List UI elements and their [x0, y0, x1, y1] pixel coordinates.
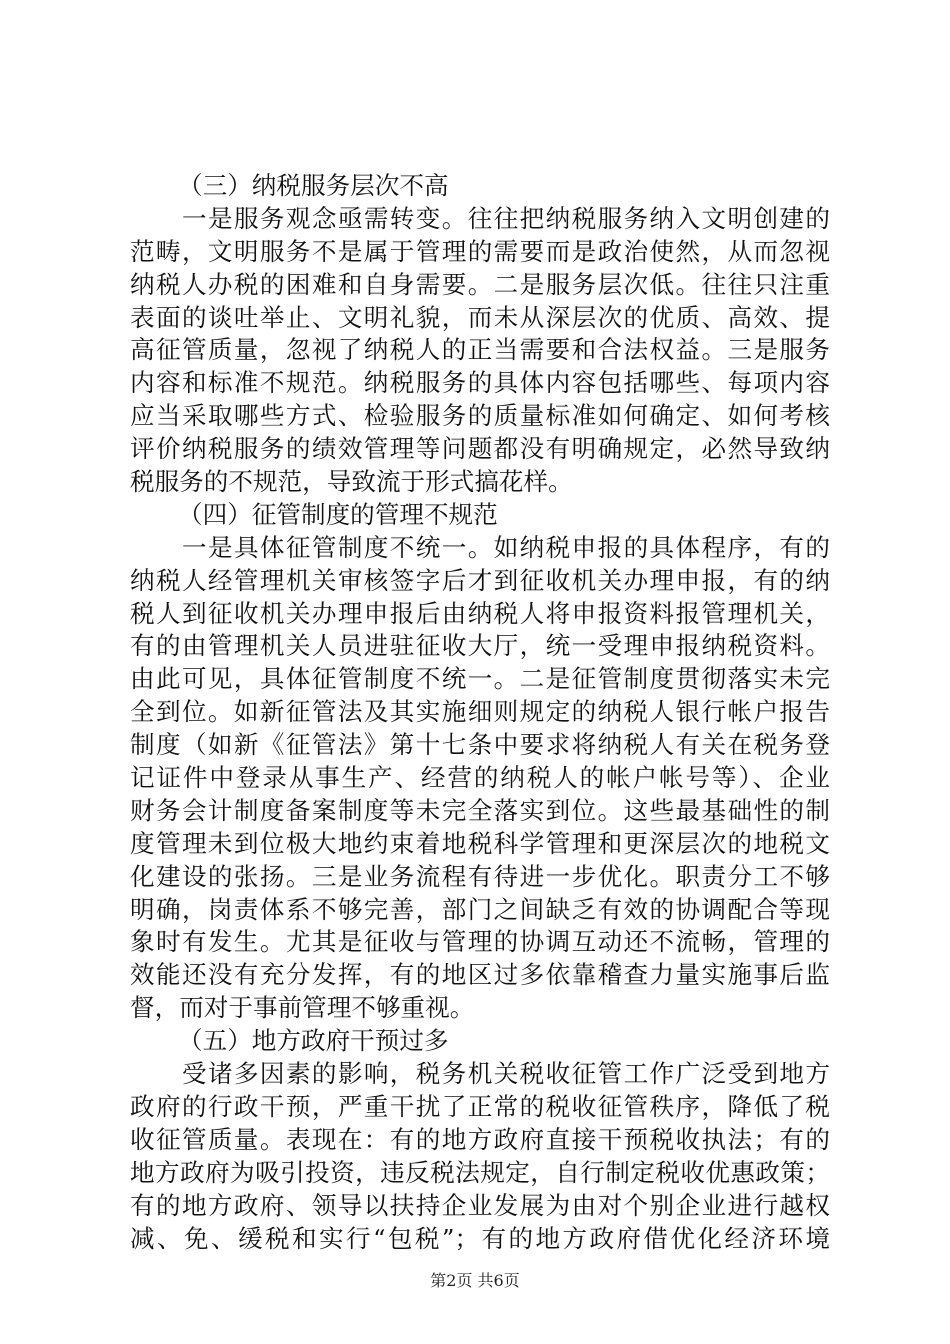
- paragraph-line: 内容和标准不规范。纳税服务的具体内容包括哪些、每项内容: [130, 368, 830, 398]
- paragraph-line: 一是具体征管制度不统一。如纳税申报的具体程序，有的: [182, 532, 830, 562]
- paragraph-line: 有的由管理机关人员进驻征收大厅，统一受理申报纳税资料。: [130, 631, 830, 661]
- paragraph-line: 减、免、缓税和实行“包税”；有的地方政府借优化经济环境: [130, 1223, 830, 1253]
- section-heading: （三）纳税服务层次不高: [178, 171, 449, 200]
- paragraph-line: 记证件中登录从事生产、经营的纳税人的帐户帐号等）、企业: [130, 763, 830, 793]
- paragraph-line: 表面的谈吐举止、文明礼貌，而未从深层次的优质、高效、提: [130, 302, 830, 332]
- paragraph-line: 范畴，文明服务不是属于管理的需要而是政治使然，从而忽视: [130, 236, 830, 266]
- paragraph-line: 效能还没有充分发挥，有的地区过多依靠稽查力量实施事后监: [130, 960, 830, 990]
- paragraph-line: 督，而对于事前管理不够重视。: [130, 993, 475, 1023]
- paragraph-line: 明确，岗责体系不够完善，部门之间缺乏有效的协调配合等现: [130, 894, 830, 924]
- page-footer: 第2页 共6页: [430, 1271, 520, 1290]
- paragraph-line: 一是服务观念亟需转变。往往把纳税服务纳入文明创建的: [182, 203, 830, 233]
- paragraph-line: 收征管质量。表现在：有的地方政府直接干预税收执法；有的: [130, 1124, 830, 1154]
- document-body: [130, 170, 830, 1255]
- section-heading: （五）地方政府干预过多: [178, 1026, 449, 1056]
- paragraph-line: 应当采取哪些方式、检验服务的质量标准如何确定、如何考核: [130, 401, 830, 431]
- paragraph-line: 制度（如新《征管法》第十七条中要求将纳税人有关在税务登: [130, 730, 830, 760]
- section-heading: （四）征管制度的管理不规范: [178, 499, 498, 529]
- paragraph-line: 纳税人经管理机关审核签字后才到征收机关办理申报，有的纳: [130, 565, 830, 595]
- paragraph-line: 税服务的不规范，导致流于形式搞花样。: [130, 467, 573, 497]
- paragraph-line: 高征管质量，忽视了纳税人的正当需要和合法权益。三是服务: [130, 335, 830, 365]
- paragraph-line: 全到位。如新征管法及其实施细则规定的纳税人银行帐户报告: [130, 697, 830, 727]
- paragraph-line: 度管理未到位极大地约束着地税科学管理和更深层次的地税文: [130, 828, 830, 858]
- paragraph-line: 象时有发生。尤其是征收与管理的协调互动还不流畅，管理的: [130, 927, 830, 957]
- paragraph-line: 纳税人办税的困难和自身需要。二是服务层次低。往往只注重: [130, 269, 830, 299]
- paragraph-line: 政府的行政干预，严重干扰了正常的税收征管秩序，降低了税: [130, 1091, 830, 1121]
- paragraph-line: 财务会计制度备案制度等未完全落实到位。这些最基础性的制: [130, 795, 830, 825]
- paragraph-line: 有的地方政府、领导以扶持企业发展为由对个别企业进行越权: [130, 1190, 830, 1220]
- paragraph-line: 地方政府为吸引投资，违反税法规定，自行制定税收优惠政策；: [130, 1157, 830, 1187]
- paragraph-line: 由此可见，具体征管制度不统一。二是征管制度贯彻落实未完: [130, 664, 830, 694]
- paragraph-line: 评价纳税服务的绩效管理等问题都没有明确规定，必然导致纳: [130, 434, 830, 464]
- paragraph-line: 税人到征收机关办理申报后由纳税人将申报资料报管理机关，: [130, 598, 830, 628]
- paragraph-line: 受诸多因素的影响，税务机关税收征管工作广泛受到地方: [182, 1059, 830, 1089]
- paragraph-line: 化建设的张扬。三是业务流程有待进一步优化。职责分工不够: [130, 861, 830, 891]
